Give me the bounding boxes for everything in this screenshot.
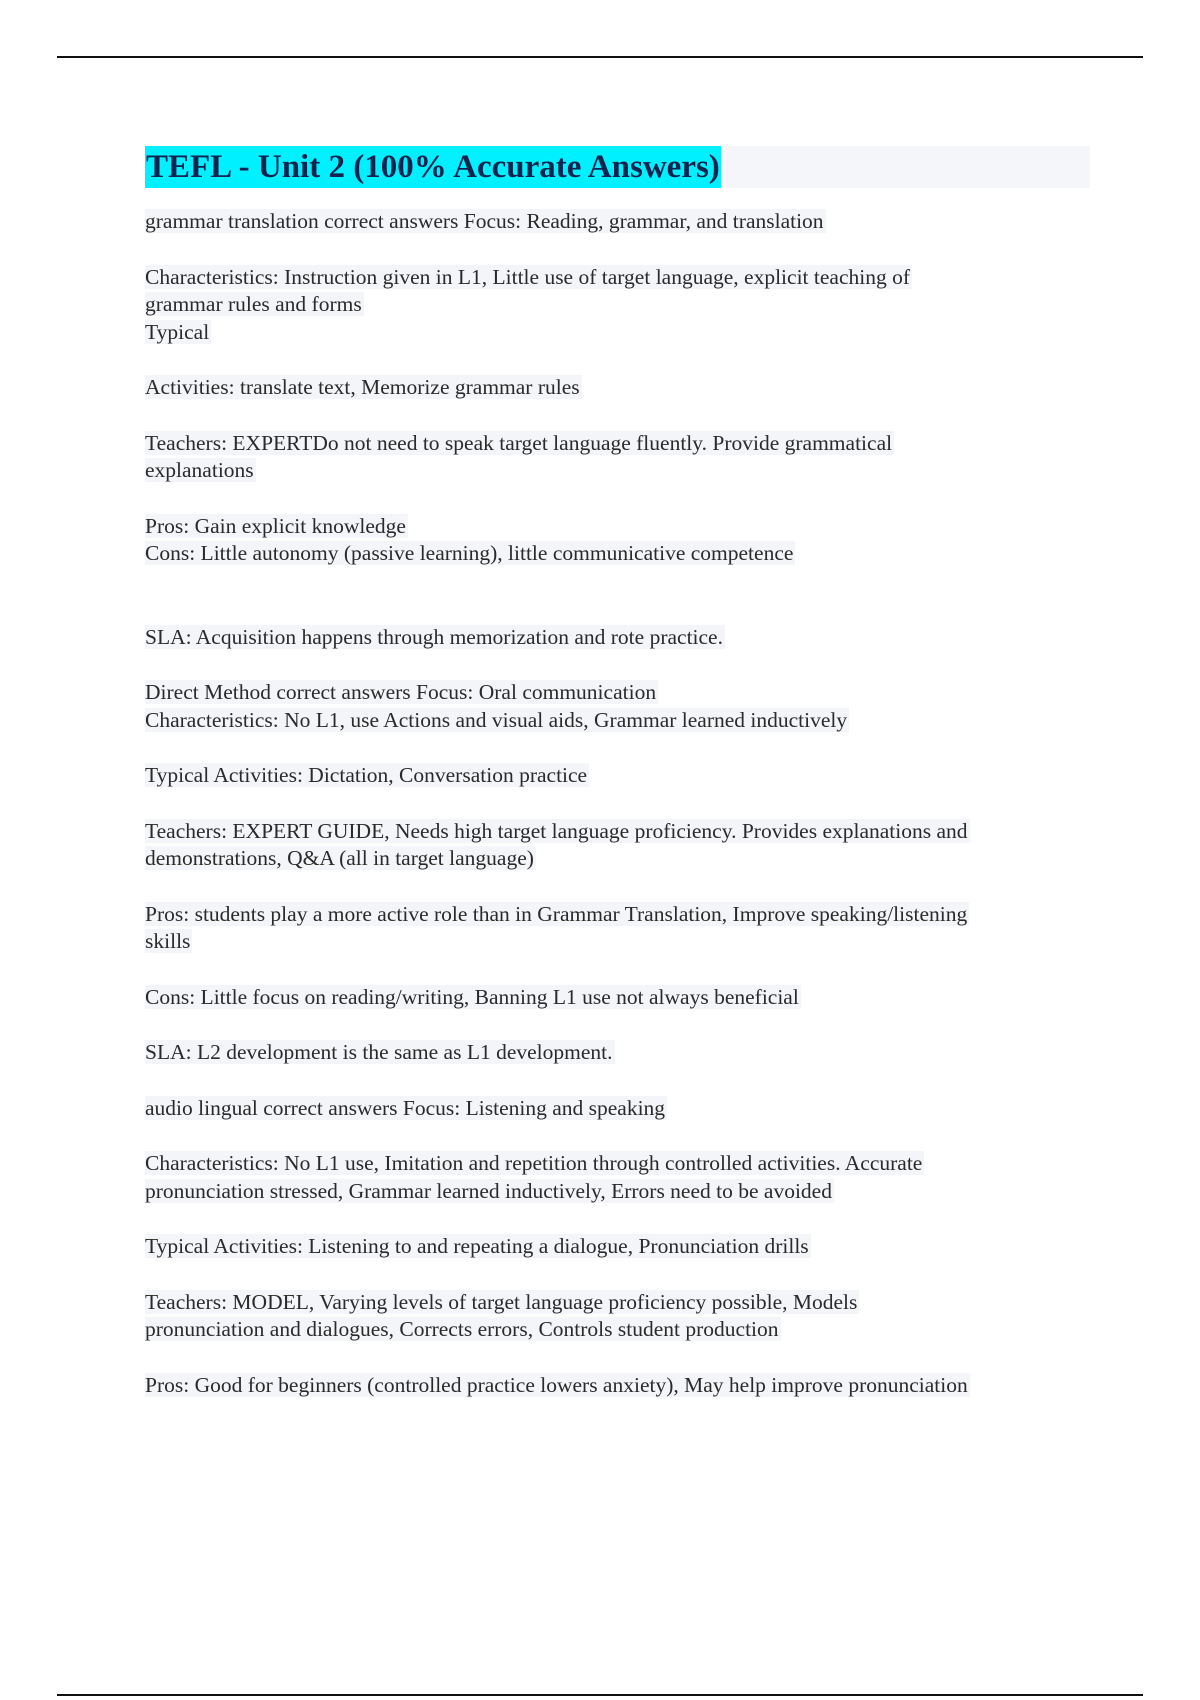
document-title: TEFL - Unit 2 (100% Accurate Answers): [145, 146, 721, 188]
text-line: demonstrations, Q&A (all in target language): [145, 846, 534, 870]
paragraph: [145, 208, 1090, 236]
text-line: grammar translation correct answers Focus: Reading, grammar, and translation: [145, 209, 824, 233]
paragraph: [145, 1233, 1090, 1261]
paragraph: [145, 762, 1090, 790]
title-band: [145, 146, 1090, 188]
text-line: Teachers: EXPERTDo not need to speak target language fluently. Provide grammatical: [145, 430, 893, 455]
text-line: Cons: Little autonomy (passive learning), little communicative competence: [145, 541, 794, 565]
text-line: SLA: Acquisition happens through memorization and rote practice.: [145, 624, 723, 649]
paragraph: [145, 1095, 1090, 1123]
text-line: Direct Method correct answers Focus: Oral communication: [145, 680, 657, 704]
paragraph: [145, 818, 1090, 873]
text-line: explanations: [145, 458, 254, 482]
text-line: grammar rules and forms: [145, 292, 362, 316]
text-line: Pros: Gain explicit knowledge: [145, 513, 406, 538]
text-line: Teachers: MODEL, Varying levels of target language proficiency possible, Models: [145, 1289, 858, 1314]
text-line: Pros: Good for beginners (controlled practice lowers anxiety), May help improve pronunciation: [145, 1372, 968, 1397]
text-line: Typical Activities: Listening to and repeating a dialogue, Pronunciation drills: [145, 1234, 809, 1258]
paragraph: [145, 1289, 1090, 1344]
paragraph: [145, 1039, 1090, 1067]
text-line: Cons: Little focus on reading/writing, Banning L1 use not always beneficial: [145, 984, 799, 1009]
document-body: [145, 146, 1090, 1427]
paragraph: [145, 374, 1090, 402]
paragraph: [145, 430, 1090, 485]
text-line: Typical: [145, 319, 210, 344]
paragraph: [145, 679, 1090, 734]
text-line: SLA: L2 development is the same as L1 development.: [145, 1040, 613, 1064]
text-line: pronunciation and dialogues, Corrects errors, Controls student production: [145, 1317, 779, 1341]
text-line: Characteristics: No L1 use, Imitation and repetition through controlled activities. Accurate: [145, 1151, 923, 1175]
paragraph: [145, 1150, 1090, 1205]
text-line: Typical Activities: Dictation, Conversation practice: [145, 763, 588, 787]
paragraph: [145, 984, 1090, 1012]
text-line: skills: [145, 929, 191, 953]
text-line: audio lingual correct answers Focus: Listening and speaking: [145, 1095, 666, 1120]
header-rule: [57, 56, 1143, 58]
text-line: Characteristics: Instruction given in L1, Little use of target language, explicit teaching of: [145, 264, 911, 289]
paragraph: [145, 264, 1090, 347]
paragraph: [145, 901, 1090, 956]
text-line: Pros: students play a more active role than in Grammar Translation, Improve speaking/listening: [145, 901, 968, 926]
text-line: pronunciation stressed, Grammar learned inductively, Errors need to be avoided: [145, 1178, 832, 1203]
paragraph: [145, 624, 1090, 652]
text-line: Characteristics: No L1, use Actions and visual aids, Grammar learned inductively: [145, 707, 848, 732]
text-line: Teachers: EXPERT GUIDE, Needs high target language proficiency. Provides explanations and: [145, 818, 968, 843]
text-line: Activities: translate text, Memorize grammar rules: [145, 375, 580, 399]
paragraph: [145, 1372, 1090, 1400]
paragraph: [145, 513, 1090, 568]
footer-rule: [57, 1694, 1143, 1696]
